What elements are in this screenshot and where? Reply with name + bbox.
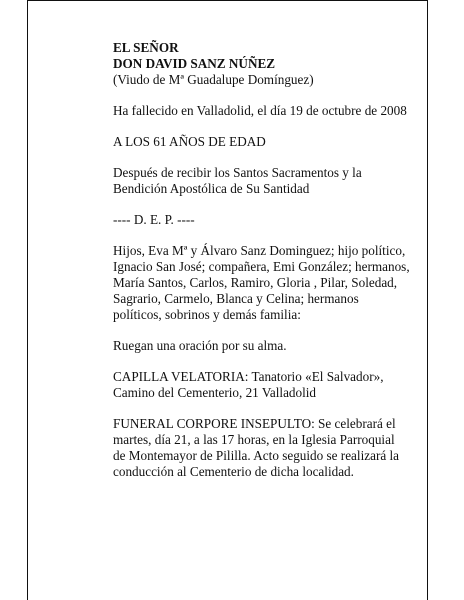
chapel-line: Camino del Cementerio, 21 Valladolid bbox=[113, 385, 317, 400]
widower-note: (Viudo de Mª Guadalupe Domínguez) bbox=[113, 72, 314, 87]
notice-title: EL SEÑOR bbox=[113, 40, 179, 55]
sacraments-line: Bendición Apostólica de Su Santidad bbox=[113, 181, 310, 196]
funeral-line: martes, día 21, a las 17 horas, en la Iglesia Parroquial bbox=[113, 432, 395, 447]
deceased-name: DON DAVID SANZ NÚÑEZ bbox=[113, 56, 276, 71]
obituary-notice bbox=[113, 40, 423, 480]
family-line: Ignacio San José; compañera, Emi González; hermanos, bbox=[113, 259, 410, 274]
prayer-request: Ruegan una oración por su alma. bbox=[113, 338, 287, 353]
family-line: María Santos, Carlos, Ramiro, Gloria , Pilar, Soledad, bbox=[113, 275, 398, 290]
funeral-line: FUNERAL CORPORE INSEPULTO: Se celebrará el bbox=[113, 416, 396, 431]
family-line: Hijos, Eva Mª y Álvaro Sanz Dominguez; hijo político, bbox=[113, 243, 406, 258]
age-statement: A LOS 61 AÑOS DE EDAD bbox=[113, 134, 266, 149]
funeral-line: conducción al Cementerio de dicha localidad. bbox=[113, 464, 354, 479]
sacraments-line: Después de recibir los Santos Sacramentos y la bbox=[113, 165, 362, 180]
chapel-line: CAPILLA VELATORIA: Tanatorio «El Salvador», bbox=[113, 369, 384, 384]
death-statement: Ha fallecido en Valladolid, el día 19 de octubre de 2008 bbox=[113, 103, 407, 118]
family-line: Sagrario, Carmelo, Blanca y Celina; hermanos bbox=[113, 291, 359, 306]
rip-line: ---- D. E. P. ---- bbox=[113, 212, 195, 227]
funeral-line: de Montemayor de Pililla. Acto seguido se realizará la bbox=[113, 448, 400, 463]
family-line: políticos, sobrinos y demás familia: bbox=[113, 307, 301, 322]
